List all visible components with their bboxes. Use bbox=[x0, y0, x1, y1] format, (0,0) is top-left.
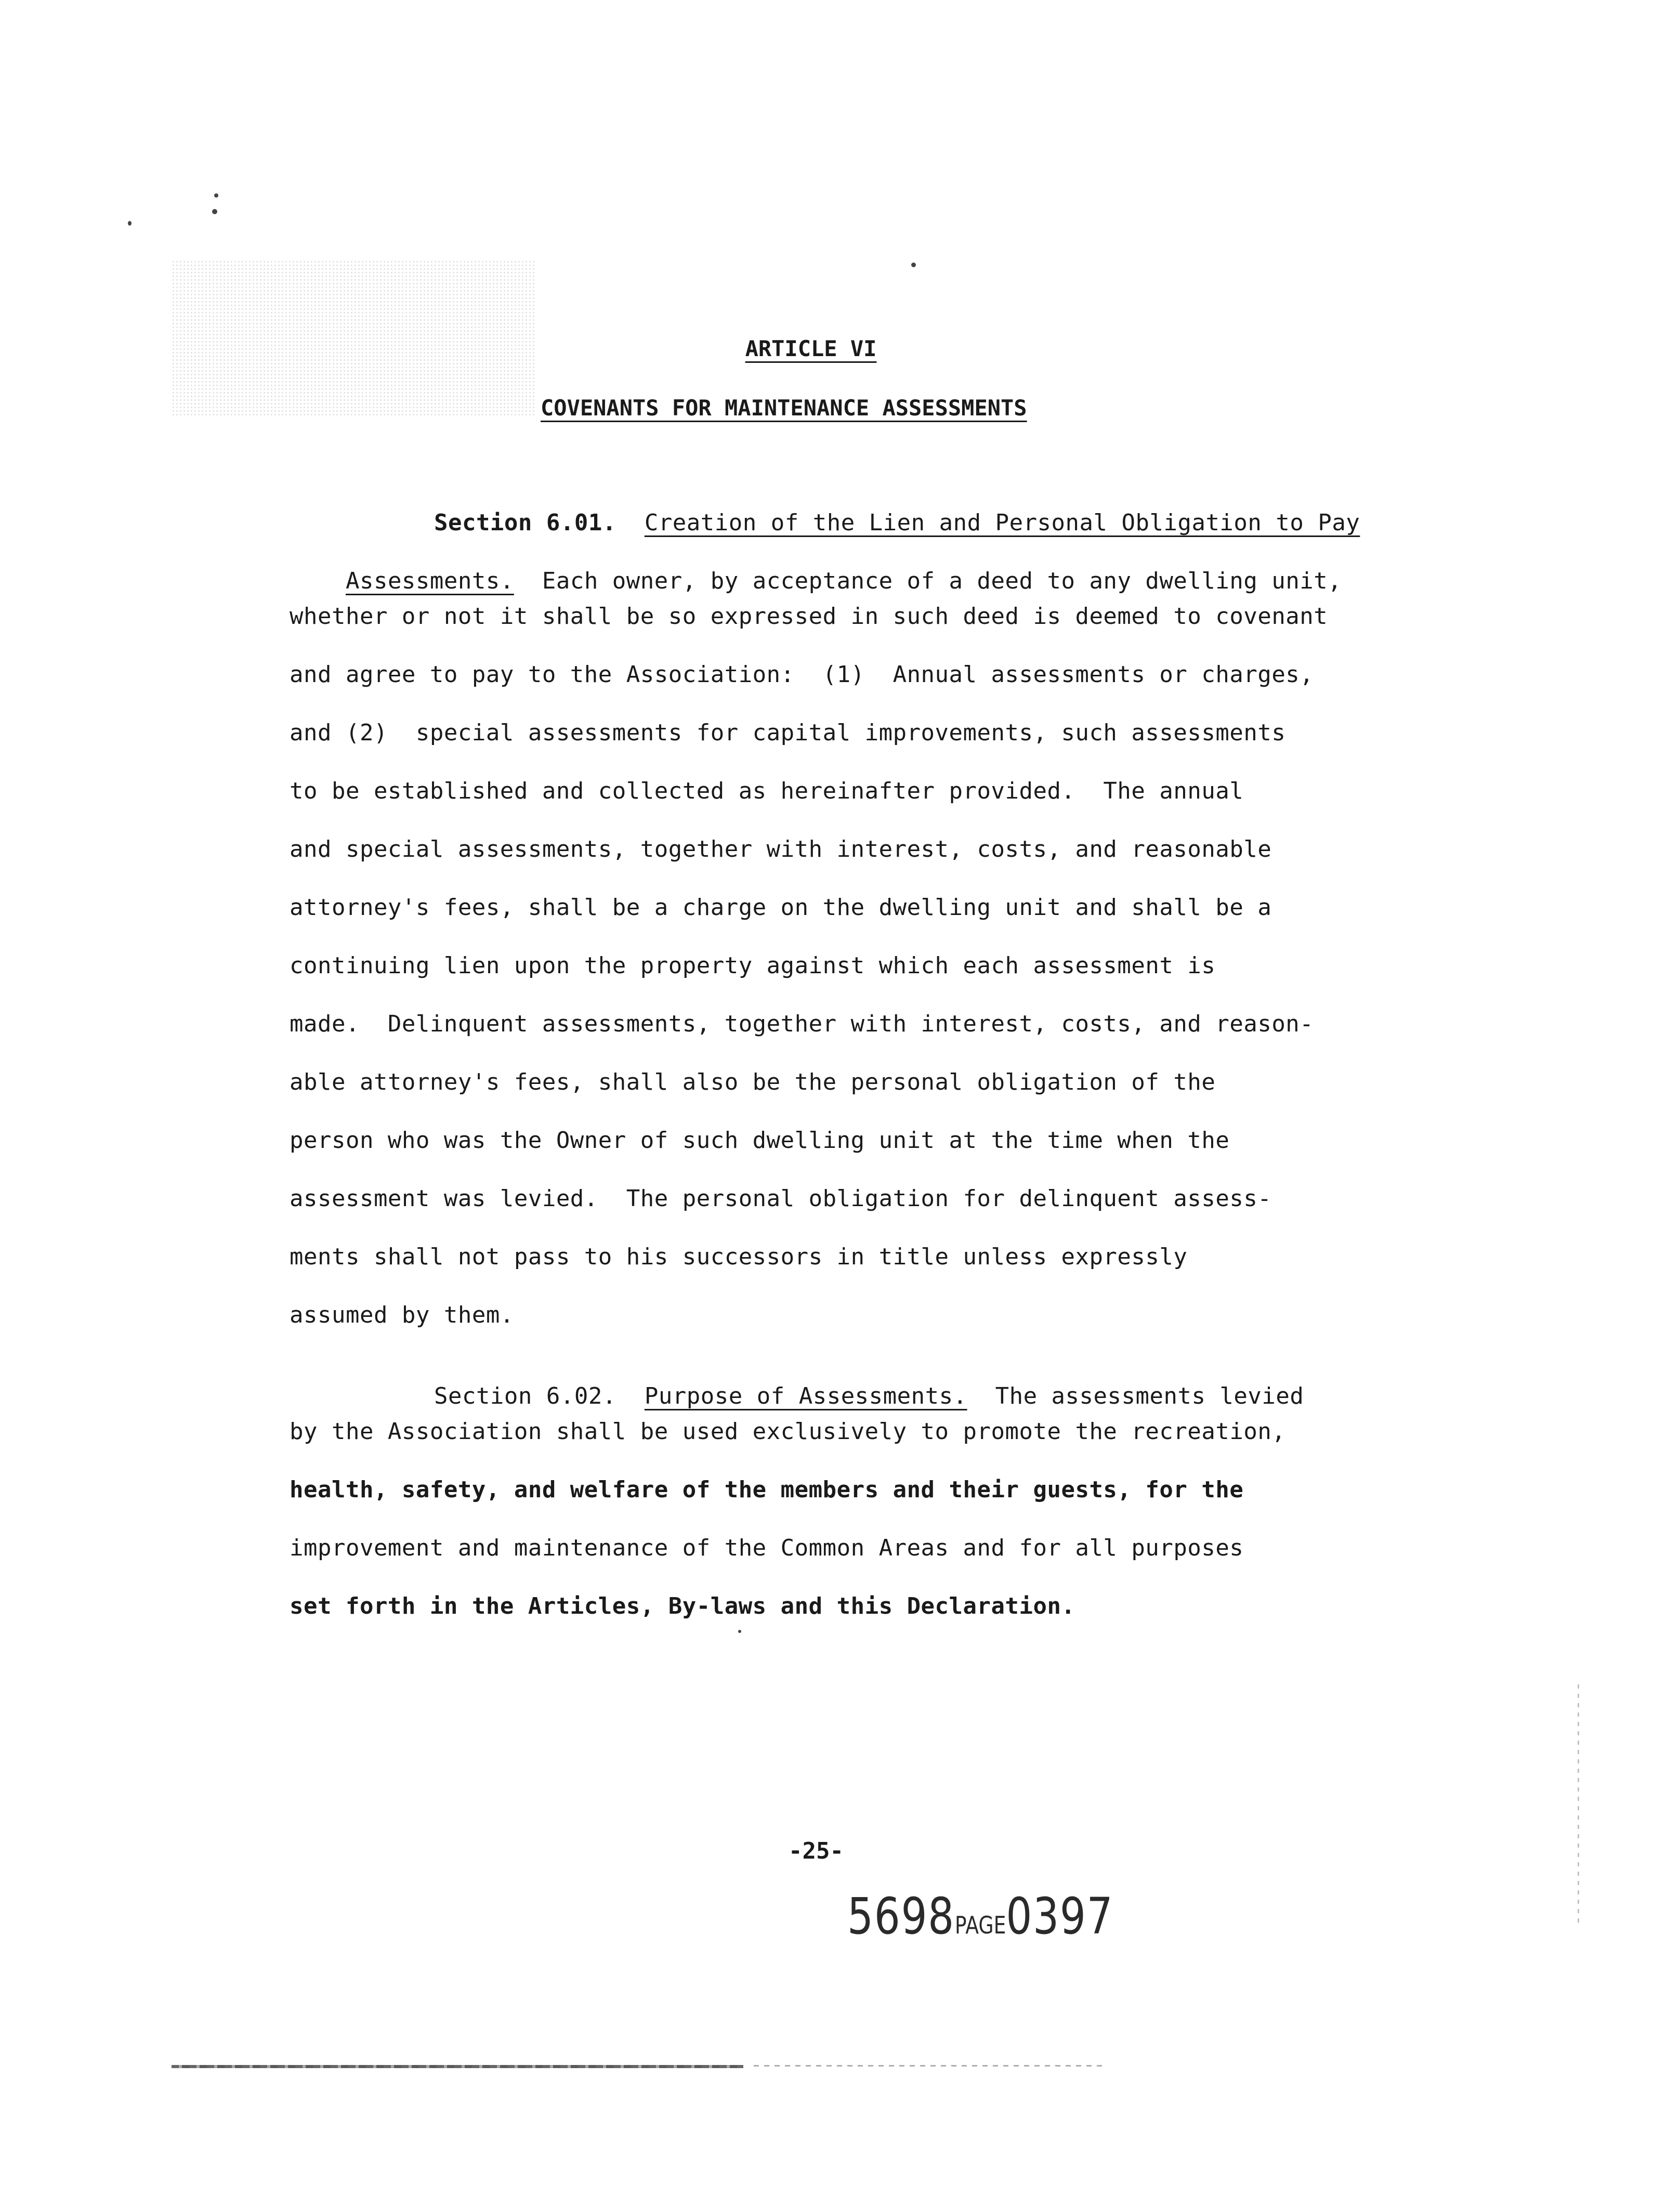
section-601-line: whether or not it shall be so expressed in such deed is deemed to covenant bbox=[290, 603, 1328, 630]
section-602-line: set forth in the Articles, By-laws and this Declaration. bbox=[290, 1593, 1075, 1619]
section-601-line: assumed by them. bbox=[290, 1302, 514, 1328]
scan-speck bbox=[738, 1630, 741, 1633]
section-602-line: health, safety, and welfare of the members and their guests, for the bbox=[290, 1476, 1244, 1503]
section-601-heading-end: Assessments. bbox=[345, 568, 514, 594]
section-601-line: and special assessments, together with interest, costs, and reasonable bbox=[290, 836, 1272, 862]
scan-speck bbox=[128, 221, 132, 226]
section-601-line: made. Delinquent assessments, together with interest, costs, and reason- bbox=[290, 1011, 1314, 1037]
section-602-line: by the Association shall be used exclusively to promote the recreation, bbox=[290, 1418, 1286, 1445]
recording-stamp bbox=[847, 1887, 1113, 1945]
scan-speck bbox=[212, 209, 217, 214]
section-601-text: Each owner, by acceptance of a deed to any dwelling unit, bbox=[542, 568, 1342, 594]
section-601-line: and agree to pay to the Association: (1) Annual assessments or charges, bbox=[290, 661, 1314, 688]
section-601-line: to be established and collected as hereinafter provided. The annual bbox=[290, 778, 1244, 804]
article-subtitle: COVENANTS FOR MAINTENANCE ASSESSMENTS bbox=[541, 395, 1027, 421]
section-601-line: assessment was levied. The personal obligation for delinquent assess- bbox=[290, 1185, 1272, 1212]
scan-speck bbox=[214, 193, 218, 198]
section-601-line: continuing lien upon the property against which each assessment is bbox=[290, 952, 1216, 979]
scan-edge-mark bbox=[1578, 1684, 1579, 1924]
section-602-text: The assessments levied bbox=[995, 1383, 1304, 1409]
stamp-page-number: 0397 bbox=[1006, 1887, 1114, 1945]
scan-speck bbox=[911, 263, 916, 267]
section-601-line: person who was the Owner of such dwelling unit at the time when the bbox=[290, 1127, 1230, 1154]
article-title: ARTICLE VI bbox=[745, 336, 877, 361]
section-602-number: Section 6.02. bbox=[434, 1383, 616, 1409]
section-601-line: ments shall not pass to his successors in title unless expressly bbox=[290, 1244, 1188, 1270]
section-601-line: able attorney's fees, shall also be the personal obligation of the bbox=[290, 1069, 1216, 1095]
book-number: 5698 bbox=[847, 1887, 955, 1945]
section-601-number: Section 6.01. bbox=[434, 509, 616, 536]
scan-edge-line bbox=[754, 2065, 1107, 2067]
section-601-line: and (2) special assessments for capital improvements, such assessments bbox=[290, 720, 1286, 746]
scan-noise bbox=[172, 260, 535, 416]
page-number: -25- bbox=[789, 1838, 844, 1864]
page-label: PAGE bbox=[954, 1911, 1006, 1939]
section-602-line: improvement and maintenance of the Common Areas and for all purposes bbox=[290, 1535, 1244, 1561]
scan-edge-line bbox=[172, 2065, 743, 2068]
section-602-heading: Purpose of Assessments. bbox=[644, 1383, 967, 1409]
section-601-heading: Creation of the Lien and Personal Obligation to Pay bbox=[644, 509, 1360, 536]
section-601-line: attorney's fees, shall be a charge on the dwelling unit and shall be a bbox=[290, 894, 1272, 921]
